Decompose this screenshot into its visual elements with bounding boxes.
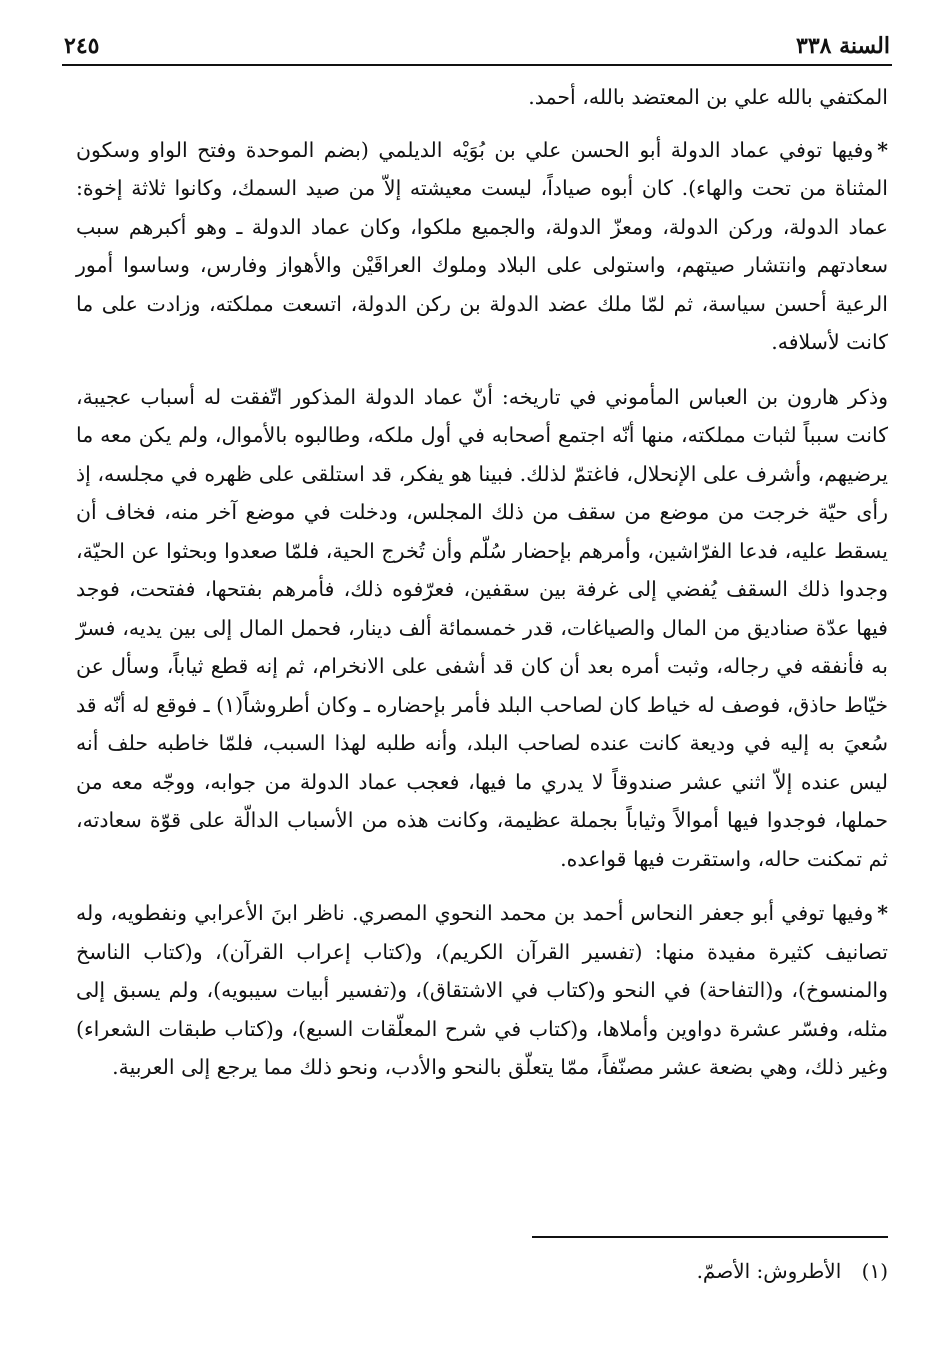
- footnote-rule: [532, 1236, 888, 1238]
- star-marker: *: [877, 901, 888, 925]
- paragraph-imad-al-dawla: [76, 131, 888, 362]
- footnote-number: (١): [861, 1259, 888, 1283]
- footnote-text: الأطروش: الأصمّ.: [696, 1259, 842, 1283]
- paragraph-al-nahhas: [76, 894, 888, 1087]
- running-title: السنة ٣٣٨: [796, 33, 890, 59]
- footnote: [76, 1256, 888, 1286]
- main-text: [76, 78, 888, 1103]
- paragraph-harun-account: وذكر هارون بن العباس المأموني في تاريخه: أنّ عماد الدولة المذكور اتّفقت له أسباب عجيبة، كانت سبباً لثبات مملكته، منها أنّه اجتمع أصحابه في أول ملكه، وطالبوه بالأموال، ولم يكن معه ما يرضيهم، وأشرف على الإنحلال، فاغتمّ لذلك. فبينا هو يفكر، قد استلقى على ظهره في مجلسه، إذ رأى حيّة خرجت من موضع من سقف من ذلك المجلس، ودخلت في موضع آخر منه، فخاف أن يسقط عليه، فدعا الفرّاشين، وأمرهم بإحضار سُلّم وأن تُخرج الحية، فلمّا صعدوا وبحثوا عن الحيّة، وجدوا ذلك السقف يُفضي إلى غرفة بين سقفين، فعرّفوه ذلك، فأمرهم بفتحها، ففتحت، فوجد فيها عدّة صناديق من المال والصياغات، قدر خمسمائة ألف دينار، فحمل المال إلى بين يديه، فسرّ به فأنفقه في رجاله، وثبت أمره بعد أن كان قد أشفى على الانخرام، ثم إنه قطع ثياباً، وسأل عن خيّاط حاذق، فوصف له خياط كان لصاحب البلد فأمر بإحضاره ـ وكان أطروشاً(١) ـ فوقع له أنّه قد سُعيَ به إليه في وديعة كانت عنده لصاحب البلد، وأنه طلبه لهذا السبب، فلمّا خاطبه حلف أنه ليس عنده إلاّ اثني عشر صندوقاً لا يدري ما فيها، فعجب عماد الدولة من جوابه، ووجّه معه من حملها، فوجدوا فيها أموالاً وثياباً بجملة عظيمة، وكانت هذه من الأسباب الدالّة على قوّة سعادته، ثم تمكنت حاله، واستقرت فيها قواعده.: [76, 384, 889, 871]
- star-marker: *: [877, 137, 888, 162]
- paragraph-text: وفيها توفي أبو جعفر النحاس أحمد بن محمد النحوي المصري. ناظر ابنَ الأعرابي ونفطويه، وله تصانيف كثيرة مفيدة منها: (تفسير القرآن الكريم)، و(كتاب إعراب القرآن)، و(كتاب الناسخ والمنسوخ)، و(التفاحة) في النحو و(كتاب في الاشتقاق)، و(تفسير أبيات سيبويه)، ولم يسبق إلى مثله، وفسّر عشرة دواوين وأملاها، و(كتاب في شرح المعلّقات السبع)، و(كتاب طبقات الشعراء) وغير ذلك، وهي بضعة عشر مصنّفاً، ممّا يتعلّق بالنحو والأدب، ونحو ذلك مما يرجع إلى العربية.: [76, 901, 888, 1079]
- page-header: [64, 28, 890, 64]
- paragraph-text: وفيها توفي عماد الدولة أبو الحسن علي بن بُوَيْه الديلمي (بضم الموحدة وفتح الواو وسكون المثناة من تحت والهاء). كان أبوه صياداً، ليست معيشته إلاّ من صيد السمك، وكانوا ثلاثة إخوة: عماد الدولة، وركن الدولة، ومعزّ الدولة، والجميع ملكوا، وكان عماد الدولة ـ وهو أكبرهم سبب سعادتهم وانتشار صيتهم، واستولى على البلاد وملوك العراقَيْن والأهواز وفارس، وساسوا أمور الرعية أحسن سياسة، ثم لمّا ملك عضد الدولة بن ركن الدولة، اتسعت مملكته، وزادت على ما كانت لأسلافه.: [76, 137, 888, 354]
- page-number: ٢٤٥: [64, 33, 100, 59]
- paragraph-continuation: المكتفي بالله علي بن المعتضد بالله، أحمد.: [528, 85, 888, 109]
- header-rule: [62, 64, 892, 66]
